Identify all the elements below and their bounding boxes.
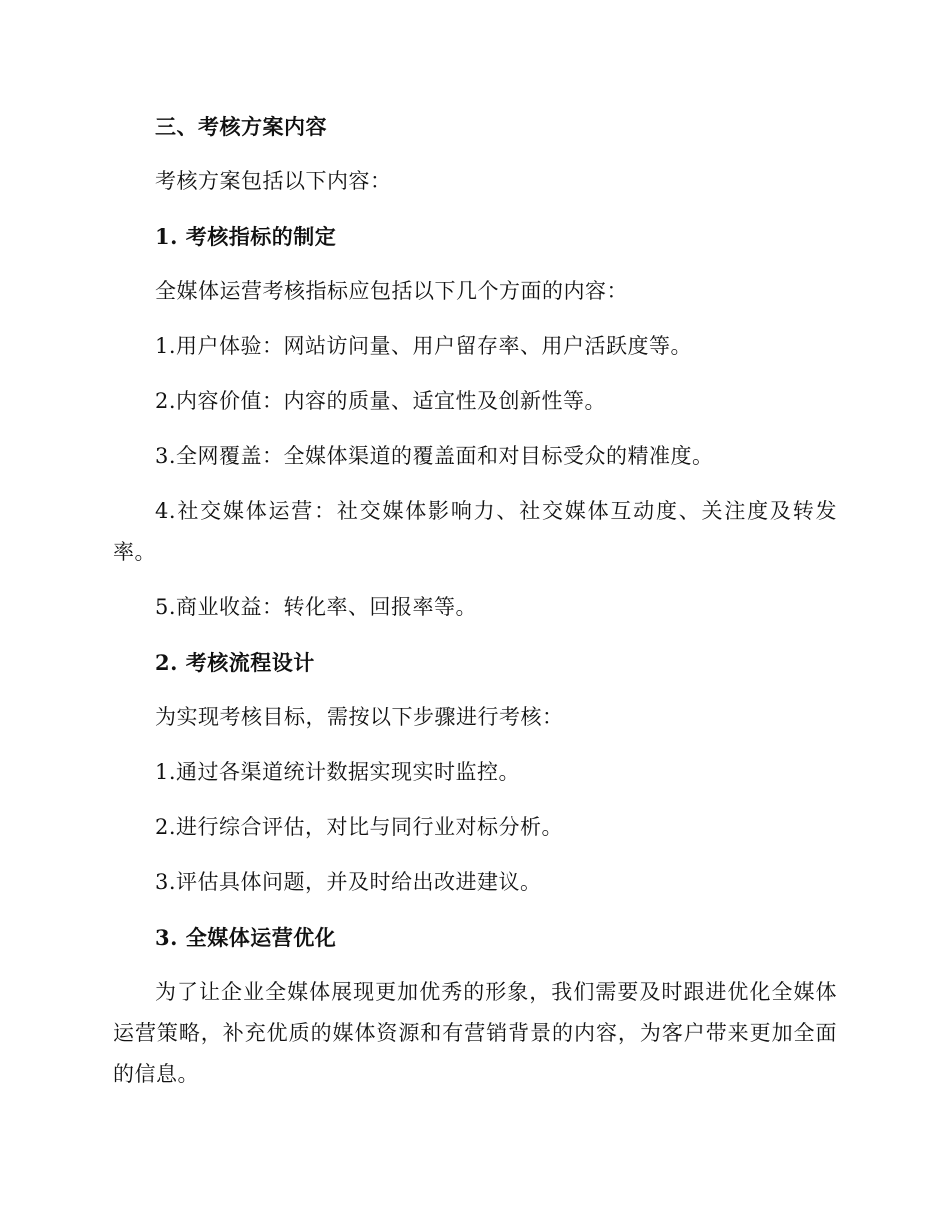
list-item: 1.用户体验：网站访问量、用户留存率、用户活跃度等。 — [155, 334, 693, 358]
list-item: 1.通过各渠道统计数据实现实时监控。 — [155, 760, 521, 784]
list-item: 3.评估具体问题，并及时给出改进建议。 — [155, 870, 542, 894]
list-item: 2.内容价值：内容的质量、适宜性及创新性等。 — [155, 389, 607, 413]
paragraph: 考核方案包括以下内容： — [155, 169, 392, 193]
paragraph: 为了让企业全媒体展现更加优秀的形象，我们需要及时跟进优化全媒体运营策略，补充优质的媒体资源和有营销背景的内容，为客户带来更加全面的信息。 — [113, 980, 837, 1086]
paragraph: 全媒体运营考核指标应包括以下几个方面的内容： — [155, 279, 628, 303]
list-item: 3.全网覆盖：全媒体渠道的覆盖面和对目标受众的精准度。 — [155, 444, 714, 468]
list-item: 2.进行综合评估，对比与同行业对标分析。 — [155, 815, 564, 839]
subsection-heading: 1. 考核指标的制定 — [155, 224, 337, 249]
document-body — [113, 106, 837, 1095]
list-item: 5.商业收益：转化率、回报率等。 — [155, 595, 478, 619]
subsection-heading: 3. 全媒体运营优化 — [155, 925, 337, 950]
paragraph: 为实现考核目标，需按以下步骤进行考核： — [155, 705, 564, 729]
section-heading: 三、考核方案内容 — [155, 114, 327, 139]
list-item: 4.社交媒体运营：社交媒体影响力、社交媒体互动度、关注度及转发率。 — [113, 499, 837, 564]
subsection-heading: 2. 考核流程设计 — [155, 650, 315, 675]
